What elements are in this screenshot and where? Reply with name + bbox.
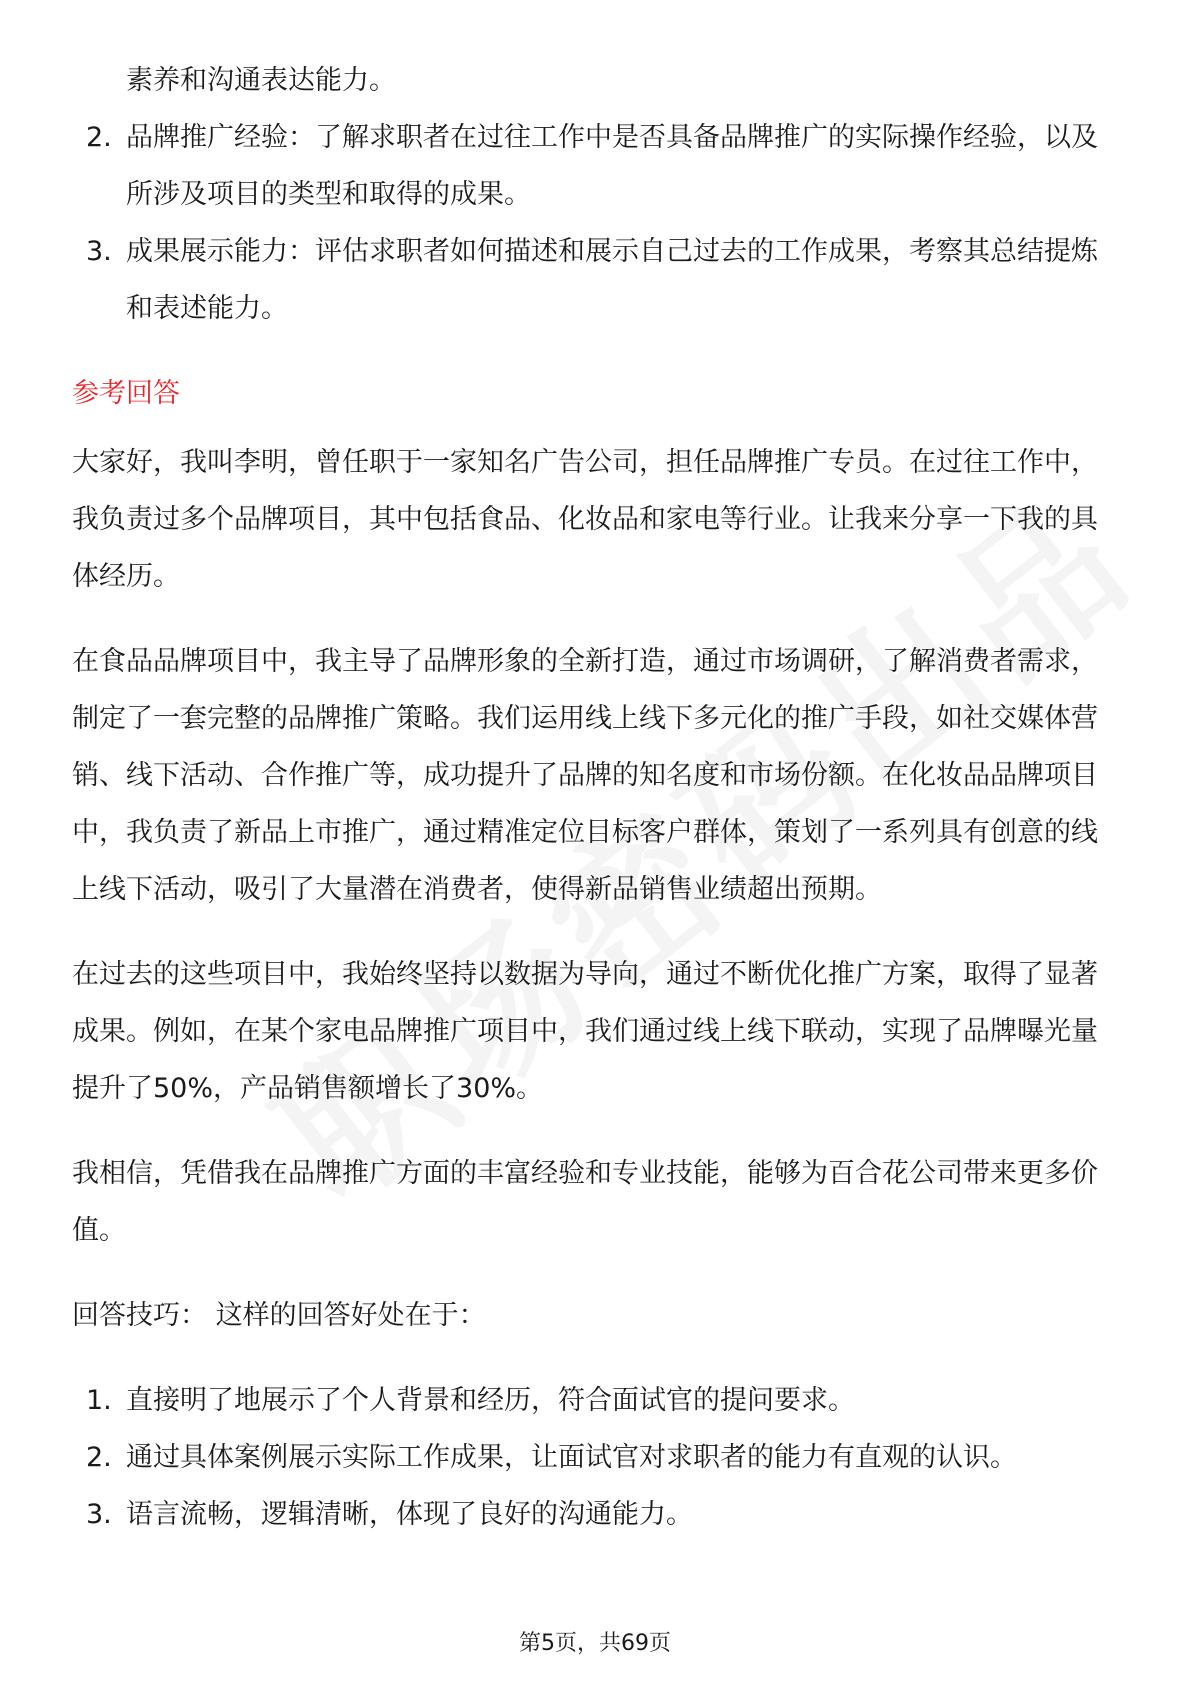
page-content — [72, 52, 1122, 1543]
list-item-text: 通过具体案例展示实际工作成果，让面试官对求职者的能力有直观的认识。 — [126, 1442, 1017, 1473]
page-number-footer: 第5页，共69页 — [519, 1631, 671, 1656]
tips-title: 回答技巧： 这样的回答好处在于： — [72, 1300, 486, 1331]
list-item — [72, 223, 1122, 337]
list-item-text: 品牌推广经验：了解求职者在过往工作中是否具备品牌推广的实际操作经验，以及所涉及项目的类型和取得的成果。 — [126, 122, 1098, 210]
list-item — [72, 109, 1122, 223]
list-item-text: 成果展示能力：评估求职者如何描述和展示自己过去的工作成果，考察其总结提炼和表述能力。 — [126, 236, 1098, 324]
paragraph: 在过去的这些项目中，我始终坚持以数据为导向，通过不断优化推广方案，取得了显著成果。例如，在某个家电品牌推广项目中，我们通过线上线下联动，实现了品牌曝光量提升了50%，产品销售额增长了30%。 — [72, 959, 1098, 1104]
list-number: 2. — [86, 122, 112, 153]
list-item-text: 直接明了地展示了个人背景和经历，符合面试官的提问要求。 — [126, 1385, 855, 1416]
tips-list — [72, 1372, 1122, 1543]
section-heading: 参考回答 — [72, 378, 180, 409]
list-item — [72, 1372, 1122, 1429]
list-item-text: 语言流畅，逻辑清晰，体现了良好的沟通能力。 — [126, 1499, 693, 1530]
paragraph: 大家好，我叫李明，曾任职于一家知名广告公司，担任品牌推广专员。在过往工作中，我负责过多个品牌项目，其中包括食品、化妆品和家电等行业。让我来分享一下我的具体经历。 — [72, 447, 1098, 592]
paragraph: 我相信，凭借我在品牌推广方面的丰富经验和专业技能，能够为百合花公司带来更多价值。 — [72, 1158, 1098, 1246]
paragraph: 在食品品牌项目中，我主导了品牌形象的全新打造，通过市场调研，了解消费者需求，制定了一套完整的品牌推广策略。我们运用线上线下多元化的推广手段，如社交媒体营销、线下活动、合作推广等，成功提升了品牌的知名度和市场份额。在化妆品品牌项目中，我负责了新品上市推广，通过精准定位目标客户群体，策划了一系列具有创意的线上线下活动，吸引了大量潜在消费者，使得新品销售业绩超出预期。 — [72, 646, 1098, 905]
list-item — [72, 1486, 1122, 1543]
list-number: 3. — [86, 1499, 112, 1530]
list-number: 1. — [86, 1385, 112, 1416]
list-number: 2. — [86, 1442, 112, 1473]
list-item — [72, 1429, 1122, 1486]
list-number: 3. — [86, 236, 112, 267]
continuation-line: 素养和沟通表达能力。 — [126, 65, 396, 96]
criteria-list — [72, 109, 1122, 337]
